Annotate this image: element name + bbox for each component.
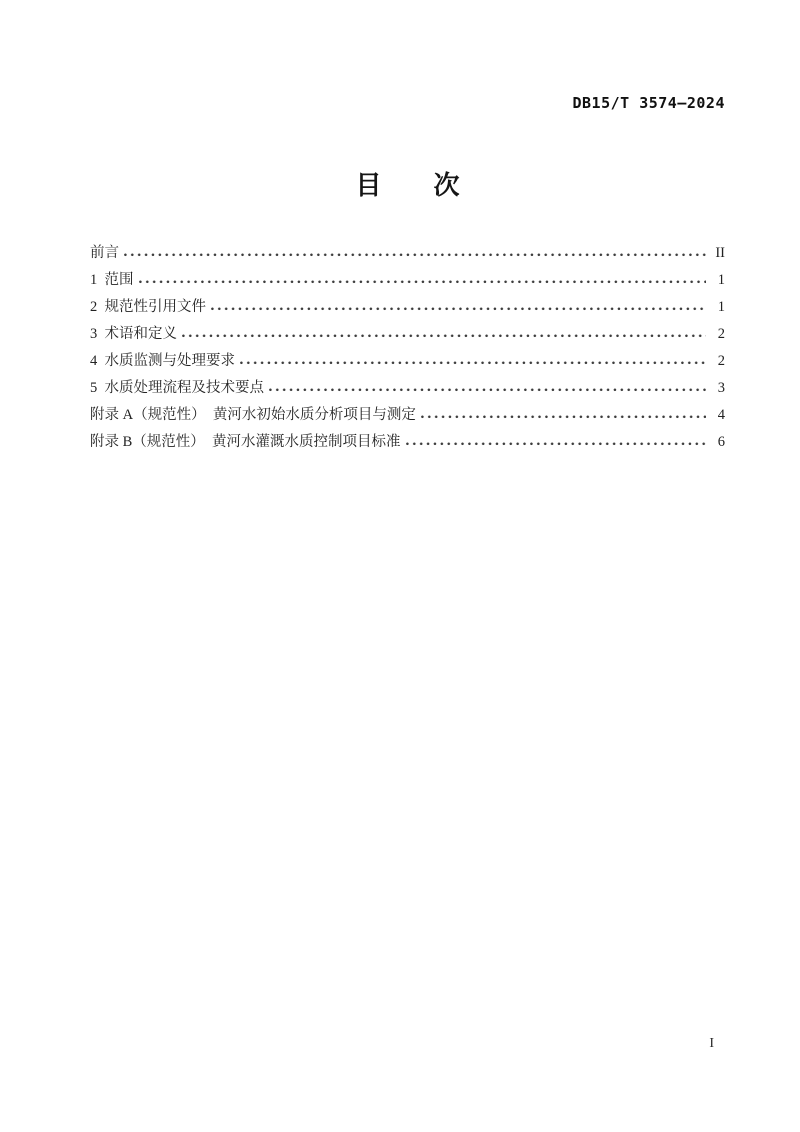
toc-entry-label: 前言	[90, 245, 119, 261]
toc-entry-process-technical-points[interactable]	[90, 376, 725, 403]
toc-entry-label: 5 水质处理流程及技术要点	[90, 380, 264, 396]
dot-leader	[421, 406, 706, 419]
toc-entry-monitoring-requirements[interactable]	[90, 349, 725, 376]
standard-code: DB15/T 3574—2024	[572, 94, 725, 112]
footer-page-number: I	[709, 1036, 714, 1051]
toc-entry-page: 2	[717, 326, 725, 342]
page-title: 目 次	[355, 170, 460, 200]
toc-entry-page: 1	[717, 299, 725, 315]
toc-entry-page: 1	[717, 272, 725, 288]
dot-leader	[124, 244, 706, 257]
toc-entry-scope[interactable]	[90, 268, 725, 295]
toc-entry-appendix-a[interactable]	[90, 403, 725, 430]
toc-entry-normative-references[interactable]	[90, 295, 725, 322]
dot-leader	[139, 271, 707, 284]
toc-entry-foreword[interactable]	[90, 241, 725, 268]
toc-entry-page: 3	[717, 380, 725, 396]
toc-entry-page: 6	[717, 434, 725, 450]
toc-entry-label: 附录 B（规范性） 黄河水灌溉水质控制项目标准	[90, 434, 401, 450]
dot-leader	[240, 352, 706, 365]
toc-entry-label: 4 水质监测与处理要求	[90, 353, 235, 369]
document-header	[90, 94, 725, 112]
table-of-contents	[90, 241, 725, 457]
toc-entry-terms-definitions[interactable]	[90, 322, 725, 349]
toc-entry-label: 2 规范性引用文件	[90, 299, 206, 315]
dot-leader	[211, 298, 706, 311]
toc-entry-label: 1 范围	[90, 272, 134, 288]
toc-entry-page: 2	[717, 353, 725, 369]
dot-leader	[269, 379, 706, 392]
dot-leader	[406, 433, 706, 446]
toc-entry-label: 3 术语和定义	[90, 326, 177, 342]
toc-entry-label: 附录 A（规范性） 黄河水初始水质分析项目与测定	[90, 407, 416, 423]
toc-entry-appendix-b[interactable]	[90, 430, 725, 457]
dot-leader	[182, 325, 706, 338]
toc-entry-page: II	[715, 245, 725, 261]
toc-entry-page: 4	[717, 407, 725, 423]
